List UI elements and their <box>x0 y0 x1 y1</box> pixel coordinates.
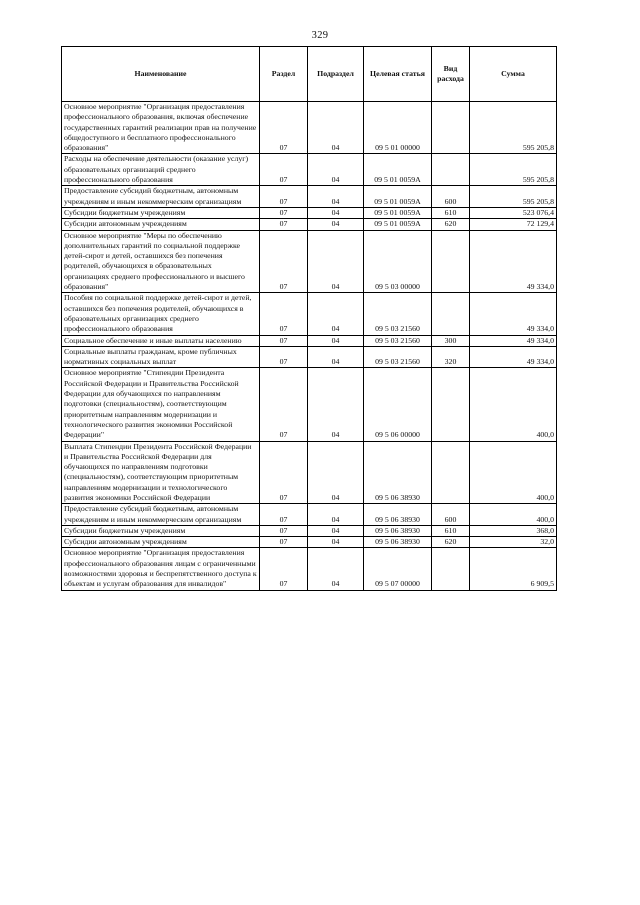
row-amount: 595 205,8 <box>470 154 557 186</box>
row-amount: 72 129,4 <box>470 219 557 230</box>
row-name: Основное мероприятие "Меры по обеспечению дополнительных гарантий по социальной поддержке детей-сирот и детей, оставшихся без попечения родителей, обучающихся в образовательных организациях среднего профессионального и высшего образования" <box>62 230 260 293</box>
table-row <box>62 335 557 346</box>
row-target: 09 5 01 0059А <box>364 186 432 208</box>
row-name: Субсидии автономным учреждениям <box>62 537 260 548</box>
header-target: Целевая статья <box>364 47 432 102</box>
row-amount: 400,0 <box>470 368 557 441</box>
table-row <box>62 525 557 536</box>
row-target: 09 5 03 21560 <box>364 293 432 335</box>
row-expense-type <box>432 230 470 293</box>
row-subsection: 04 <box>308 346 364 368</box>
row-expense-type <box>432 368 470 441</box>
table-row <box>62 154 557 186</box>
row-section: 07 <box>260 207 308 218</box>
row-target: 09 5 06 38930 <box>364 525 432 536</box>
row-name: Выплата Стипендии Президента Российской Федерации и Правительства Российской Федерации для обучающихся по направлениям подготовки (специальностям), соответствующим приоритетным направлениям модернизации и технологического развития экономики Российской Федерации <box>62 441 260 504</box>
row-amount: 368,0 <box>470 525 557 536</box>
row-name: Социальное обеспечение и иные выплаты населению <box>62 335 260 346</box>
row-subsection: 04 <box>308 102 364 154</box>
row-section: 07 <box>260 537 308 548</box>
header-section: Раздел <box>260 47 308 102</box>
row-target: 09 5 01 00000 <box>364 102 432 154</box>
table-row <box>62 368 557 441</box>
table-row <box>62 346 557 368</box>
row-section: 07 <box>260 102 308 154</box>
row-expense-type <box>432 293 470 335</box>
row-section: 07 <box>260 293 308 335</box>
row-section: 07 <box>260 525 308 536</box>
row-amount: 595 205,8 <box>470 186 557 208</box>
row-section: 07 <box>260 548 308 590</box>
row-section: 07 <box>260 346 308 368</box>
row-amount: 595 205,8 <box>470 102 557 154</box>
page-number: 329 <box>311 30 329 41</box>
row-expense-type: 300 <box>432 335 470 346</box>
row-name: Основное мероприятие "Организация предоставления профессионального образования, включая обеспечение государственных гарантий реализации прав на получение общедоступного и бесплатного профессионального образования" <box>62 102 260 154</box>
header-subsection: Подраздел <box>308 47 364 102</box>
header-expense-type: Вид расхода <box>432 47 470 102</box>
row-amount: 523 076,4 <box>470 207 557 218</box>
row-subsection: 04 <box>308 368 364 441</box>
table-row <box>62 230 557 293</box>
row-target: 09 5 06 38930 <box>364 504 432 526</box>
table-row <box>62 548 557 590</box>
row-section: 07 <box>260 230 308 293</box>
budget-table <box>61 46 557 591</box>
row-expense-type: 610 <box>432 525 470 536</box>
row-target: 09 5 03 21560 <box>364 346 432 368</box>
row-amount: 49 334,0 <box>470 230 557 293</box>
row-target: 09 5 01 0059А <box>364 207 432 218</box>
row-subsection: 04 <box>308 293 364 335</box>
row-expense-type: 620 <box>432 537 470 548</box>
row-amount: 6 909,5 <box>470 548 557 590</box>
row-subsection: 04 <box>308 154 364 186</box>
row-subsection: 04 <box>308 219 364 230</box>
row-section: 07 <box>260 441 308 504</box>
row-subsection: 04 <box>308 548 364 590</box>
row-section: 07 <box>260 219 308 230</box>
row-subsection: 04 <box>308 207 364 218</box>
row-subsection: 04 <box>308 525 364 536</box>
row-amount: 49 334,0 <box>470 293 557 335</box>
row-target: 09 5 01 0059А <box>364 219 432 230</box>
table-row <box>62 186 557 208</box>
row-name: Расходы на обеспечение деятельности (оказание услуг) образовательных организаций среднего профессионального образования <box>62 154 260 186</box>
row-name: Социальные выплаты гражданам, кроме публичных нормативных социальных выплат <box>62 346 260 368</box>
row-target: 09 5 06 38930 <box>364 537 432 548</box>
table-row <box>62 219 557 230</box>
row-section: 07 <box>260 368 308 441</box>
row-amount: 49 334,0 <box>470 346 557 368</box>
table-row <box>62 504 557 526</box>
row-section: 07 <box>260 186 308 208</box>
row-expense-type: 600 <box>432 504 470 526</box>
row-target: 09 5 03 21560 <box>364 335 432 346</box>
row-amount: 400,0 <box>470 504 557 526</box>
row-target: 09 5 03 00000 <box>364 230 432 293</box>
row-target: 09 5 01 0059А <box>364 154 432 186</box>
row-expense-type <box>432 102 470 154</box>
row-target: 09 5 06 00000 <box>364 368 432 441</box>
row-name: Субсидии бюджетным учреждениям <box>62 207 260 218</box>
row-subsection: 04 <box>308 230 364 293</box>
row-section: 07 <box>260 154 308 186</box>
row-expense-type: 610 <box>432 207 470 218</box>
row-subsection: 04 <box>308 186 364 208</box>
row-target: 09 5 06 38930 <box>364 441 432 504</box>
row-section: 07 <box>260 335 308 346</box>
row-name: Субсидии автономным учреждениям <box>62 219 260 230</box>
row-target: 09 5 07 00000 <box>364 548 432 590</box>
table-row <box>62 102 557 154</box>
row-expense-type <box>432 154 470 186</box>
row-expense-type: 600 <box>432 186 470 208</box>
row-name: Пособия по социальной поддержке детей-сирот и детей, оставшихся без попечения родителей, обучающихся в образовательных организациях среднего профессионального образования <box>62 293 260 335</box>
row-subsection: 04 <box>308 537 364 548</box>
row-section: 07 <box>260 504 308 526</box>
row-name: Основное мероприятие "Организация предоставления профессионального образования лицам с ограниченными возможностями здоровья и беспрепятственного доступа к объектам и услугам образования для инвалидов" <box>62 548 260 590</box>
row-amount: 49 334,0 <box>470 335 557 346</box>
table-header-row <box>62 47 557 102</box>
header-amount: Сумма <box>470 47 557 102</box>
table-row <box>62 537 557 548</box>
row-expense-type: 620 <box>432 219 470 230</box>
row-expense-type: 320 <box>432 346 470 368</box>
table-row <box>62 207 557 218</box>
row-name: Предоставление субсидий бюджетным, автономным учреждениям и иным некоммерческим организациям <box>62 186 260 208</box>
table-row <box>62 441 557 504</box>
row-subsection: 04 <box>308 441 364 504</box>
row-name: Предоставление субсидий бюджетным, автономным учреждениям и иным некоммерческим организациям <box>62 504 260 526</box>
row-amount: 32,0 <box>470 537 557 548</box>
table-row <box>62 293 557 335</box>
row-expense-type <box>432 441 470 504</box>
row-name: Субсидии бюджетным учреждениям <box>62 525 260 536</box>
row-subsection: 04 <box>308 504 364 526</box>
row-expense-type <box>432 548 470 590</box>
header-name: Наименование <box>62 47 260 102</box>
row-name: Основное мероприятие "Стипендии Президента Российской Федерации и Правительства Российской Федерации для обучающихся по направлениям подготовки (специальностям), соответствующим приоритетным направлениям модернизации и технологического развития экономики Российской Федерации" <box>62 368 260 441</box>
row-amount: 400,0 <box>470 441 557 504</box>
row-subsection: 04 <box>308 335 364 346</box>
